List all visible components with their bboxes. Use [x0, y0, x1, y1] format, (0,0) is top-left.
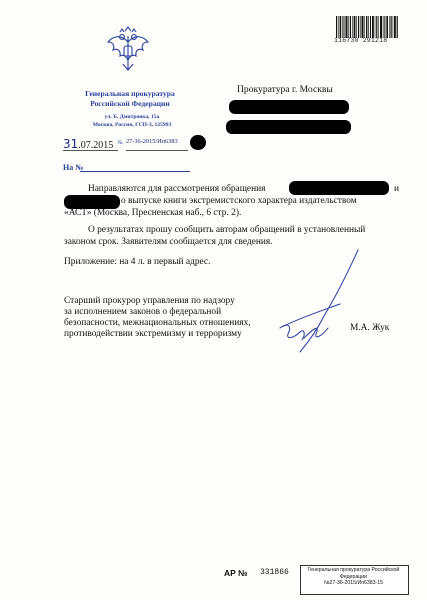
- regnum-underline: [126, 150, 188, 151]
- paragraph1-line2: о выпуске книги экстремистского характера издательством: [121, 196, 357, 206]
- ap-label: АР №: [224, 568, 248, 578]
- redaction-recipient-line2: [229, 100, 349, 114]
- paragraph1-line1-end: и: [394, 184, 400, 194]
- double-headed-eagle-emblem-icon: [103, 26, 153, 76]
- signer-title-line3: безопасности, межнациональных отношениях,: [64, 318, 251, 328]
- signer-title-line1: Старший прокурор управления по надзору: [64, 296, 235, 306]
- reference-number-label: На №: [63, 163, 84, 172]
- attachment-note: Приложение: на 4 л. в первый адрес.: [64, 257, 211, 267]
- organization-address: [74, 114, 190, 129]
- date-day-handwritten: 31: [63, 137, 79, 151]
- redaction-recipient-line3: [226, 120, 351, 134]
- stamp-line3: №27-36-2015/Ип6383-15: [323, 580, 384, 587]
- date-underline: [63, 150, 118, 151]
- redaction-sender-name: [289, 181, 389, 195]
- signer-title: [64, 296, 274, 340]
- signer-name: М.А. Жук: [350, 323, 390, 333]
- paragraph1-line1: [88, 183, 265, 195]
- ap-number: 331866: [260, 568, 289, 577]
- number-symbol: №: [118, 140, 123, 146]
- org-name-line1: Генеральная прокуратура: [85, 89, 175, 98]
- registration-stamp-text: [302, 567, 405, 587]
- recipient-name: Прокуратура г. Москвы: [237, 84, 333, 95]
- barcode-image: [336, 16, 398, 38]
- paragraph1-line3: «АСТ» (Москва, Пресненская наб., 6 стр. 2).: [64, 208, 242, 218]
- org-address-line2: Москва, Россия, ГСП-3, 125993: [92, 121, 172, 128]
- letter-date: [63, 137, 113, 151]
- stamp-line2: Федерации: [339, 573, 368, 580]
- handwritten-signature: [270, 248, 370, 358]
- signer-title-line4: противодействии экстремизму и терроризму: [64, 329, 242, 339]
- barcode-number: 116730 291218: [334, 37, 388, 44]
- redaction-regnum: [190, 135, 206, 150]
- paragraph2-line2: законом срок. Заявителям сообщается для сведения.: [64, 237, 273, 247]
- signer-title-line2: за исполнением законов о федеральной: [64, 307, 222, 317]
- date-rest: .07.2015: [78, 140, 114, 151]
- org-name-line2: Российской Федерации: [90, 99, 170, 108]
- org-address-line1: ул. Б. Дмитровка, 15а: [104, 114, 160, 120]
- paragraph2-line1: О результатах прошу сообщить авторам обращений в установленный: [88, 225, 366, 235]
- reference-number-line: [80, 171, 190, 172]
- paragraph1-line1-start: Направляются для рассмотрения обращения: [88, 184, 266, 194]
- stamp-line1: Генеральная прокуратура Российской: [307, 567, 400, 573]
- registration-number: 27-36-2015/Ип6383: [126, 138, 178, 145]
- organization-name: [70, 89, 190, 109]
